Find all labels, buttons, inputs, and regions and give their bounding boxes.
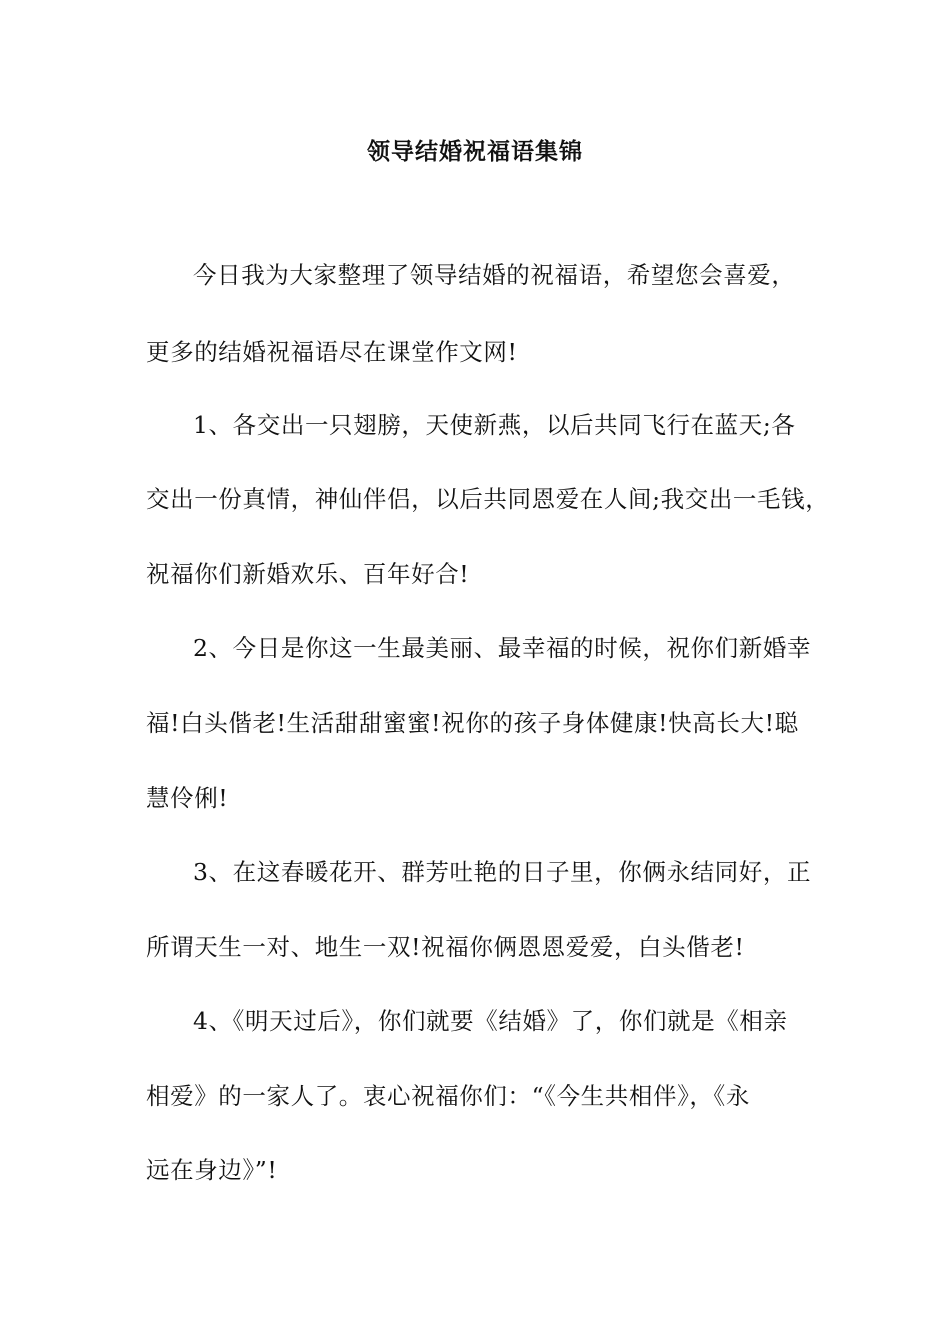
- paragraph-line: 祝福你们新婚欢乐、百年好合!: [146, 560, 470, 588]
- paragraph-line: 今日我为大家整理了领导结婚的祝福语，希望您会喜爱，: [193, 261, 796, 289]
- paragraph-line: 福!白头偕老!生活甜甜蜜蜜!祝你的孩子身体健康!快高长大!聪: [146, 709, 799, 737]
- paragraph-line: 4、《明天过后》，你们就要《结婚》了，你们就是《相亲: [193, 1007, 788, 1035]
- paragraph-line: 2、今日是你这一生最美丽、最幸福的时候，祝你们新婚幸: [193, 634, 812, 662]
- paragraph-line: 1、各交出一只翅膀，天使新燕，以后共同飞行在蓝天;各: [193, 411, 796, 439]
- paragraph-line: 3、在这春暖花开、群芳吐艳的日子里，你俩永结同好，正: [193, 858, 812, 886]
- paragraph-line: 远在身边》”!: [146, 1156, 278, 1184]
- paragraph-line: 相爱》的一家人了。衷心祝福你们：“《今生共相伴》，《永: [146, 1082, 750, 1110]
- paragraph-line: 交出一份真情，神仙伴侣，以后共同恩爱在人间;我交出一毛钱，: [146, 485, 830, 513]
- document-title: 领导结婚祝福语集锦: [367, 138, 583, 165]
- paragraph-line: 更多的结婚祝福语尽在课堂作文网!: [146, 338, 518, 366]
- paragraph-line: 慧伶俐!: [146, 784, 229, 812]
- paragraph-line: 所谓天生一对、地生一双!祝福你俩恩恩爱爱，白头偕老!: [146, 933, 745, 961]
